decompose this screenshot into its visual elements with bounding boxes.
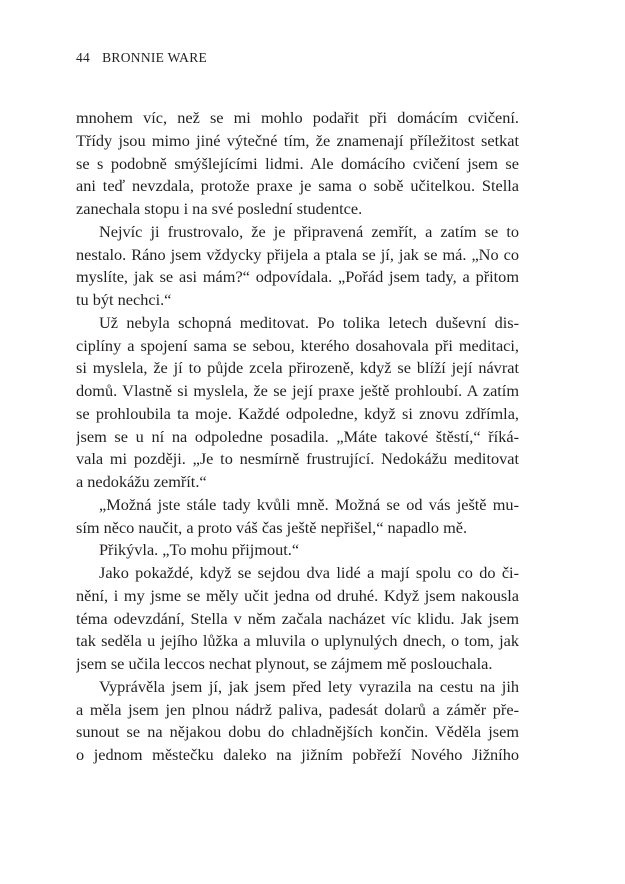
running-title: BRONNIE WARE	[102, 50, 208, 65]
text-line: mnohem víc, než se mi mohlo podařit při domácím cvičení.	[76, 108, 519, 127]
text-line: o jednom městečku daleko na jižním pobřeží Nového Jižního	[76, 745, 519, 764]
text-line: a měla jsem jen plnou nádrž paliva, padesát dolarů a záměr pře-	[76, 699, 519, 719]
text-line: Vyprávěla jsem jí, jak jsem před lety vyrazila na cestu na jih	[99, 676, 519, 696]
text-line: Jako pokaždé, když se sejdou dva lidé a mají spolu co do či-	[99, 563, 519, 582]
text-line: zanechala stopu i na své poslední studentce.	[76, 199, 363, 218]
text-line: tu být nechci.“	[76, 290, 172, 309]
text-line: tak seděla u jejího lůžka a mluvila o uplynulých dnech, o tom, jak	[76, 631, 519, 651]
page-number: 44	[76, 50, 91, 65]
text-line: se prohloubila ta moje. Každé odpoledne, když si znovu zdřímla,	[76, 403, 519, 423]
text-line: nění, i my jsme se měly učit jedna od druhé. Když jsem nakousla	[76, 585, 519, 605]
text-line: sunout se na nějakou dobu do chladnějších končin. Věděla jsem	[76, 722, 519, 742]
text-line: jsem se u ní na odpoledne posadila. „Máte takové štěstí,“ říká-	[76, 426, 519, 446]
text-line: vala mi později. „Je to nesmírně frustrující. Nedokážu meditovat	[76, 449, 519, 469]
text-line: „Možná jste stále tady kvůli mně. Možná se od vás ještě mu-	[99, 494, 519, 514]
running-header	[76, 48, 207, 68]
text-line: ani teď nevzdala, protože praxe je sama o sobě učitelkou. Stella	[76, 176, 519, 196]
text-line: Třídy jsou mimo jiné výtečné tím, že znamenají příležitost setkat	[76, 130, 519, 150]
text-line: jsem se učila leccos nechat plynout, se zájmem mě poslouchala.	[76, 654, 493, 673]
text-line: sím něco naučit, a proto váš čas ještě nepřišel,“ napadlo mě.	[76, 517, 468, 537]
text-line: domů. Vlastně si myslela, že se její praxe ještě prohloubí. A zatím	[76, 381, 519, 400]
text-line: se s podobně smýšlejícími lidmi. Ale domácího cvičení jsem se	[76, 153, 519, 173]
text-line: a nedokážu zemřít.“	[76, 472, 207, 491]
text-line: nestalo. Ráno jsem vždycky přijela a ptala se jí, jak se má. „No co	[76, 244, 519, 264]
text-line: myslíte, jak se asi mám?“ odpovídala. „Pořád jsem tady, a přitom	[76, 267, 519, 287]
text-line: Nejvíc ji frustrovalo, že je připravená zemřít, a zatím se to	[99, 221, 519, 241]
text-line: ciplíny a spojení sama se sebou, kterého dosahovala při meditaci,	[76, 335, 519, 355]
text-line: Přikývla. „To mohu přijmout.“	[99, 540, 300, 560]
text-line: téma odevzdání, Stella v něm začala nacházet víc klidu. Jak jsem	[76, 608, 519, 628]
text-line: si myslela, že jí to půjde zcela přirozeně, když se blíží její návrat	[76, 358, 519, 378]
body-text	[76, 107, 519, 767]
text-line: Už nebyla schopná meditovat. Po tolika letech duševní dis-	[99, 312, 519, 332]
